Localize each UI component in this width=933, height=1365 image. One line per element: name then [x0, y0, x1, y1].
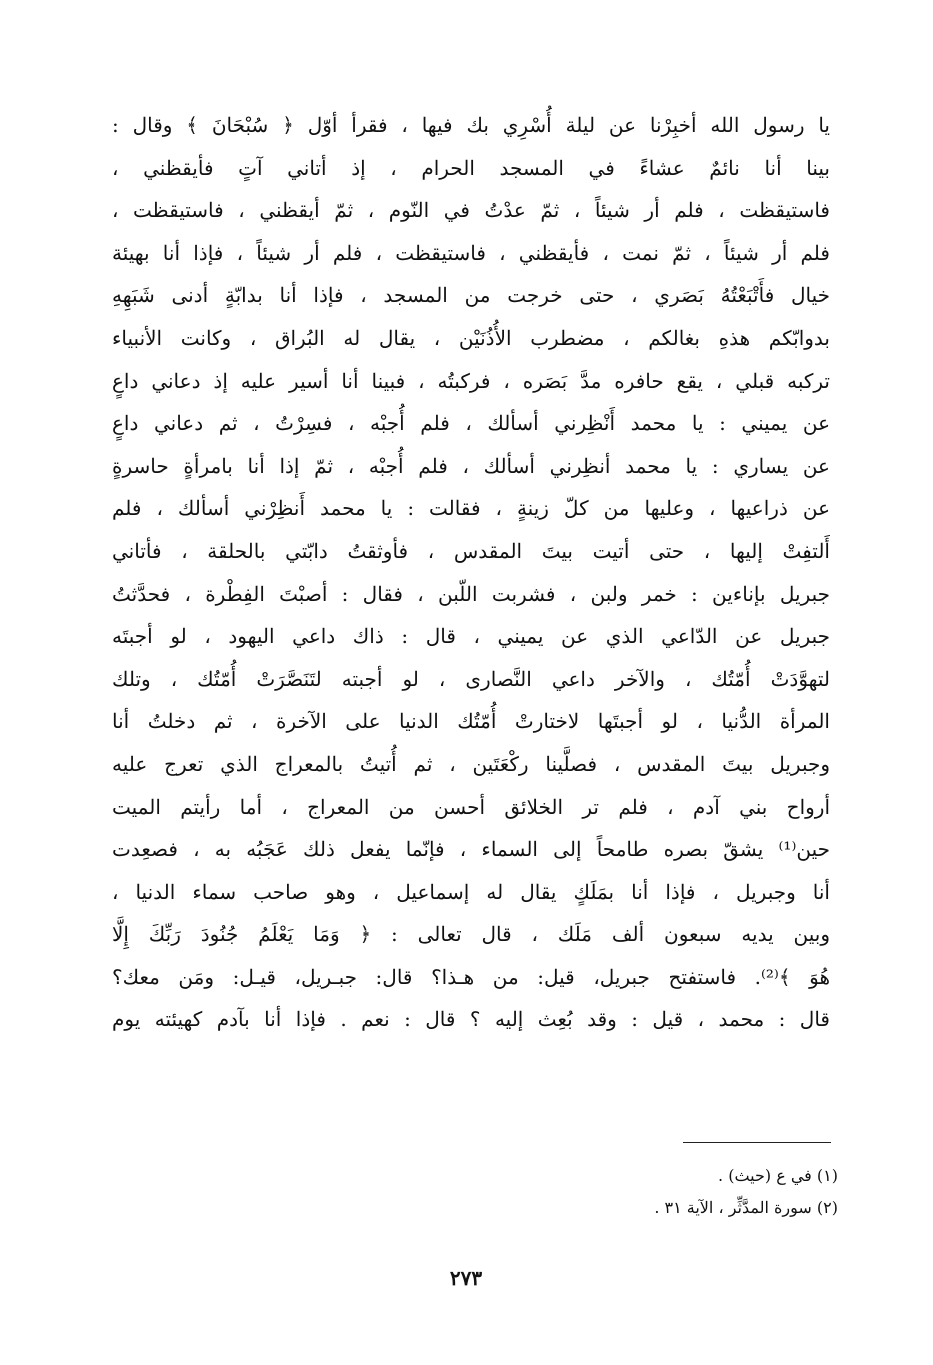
- text-line: هُوَ ﴾⁽²⁾. فاستفتح جبريل، قيل: من هـذا؟ قال: جبـريل، قيـل: ومَن معك؟: [112, 964, 830, 989]
- text-line: فلم أر شيئاً ، ثمّ نمت ، فأيقظني ، فاستيقظت ، فلم أر شيئاً ، فإذا أنا بهيئة: [112, 240, 830, 265]
- text-line: المرأة الدُّنيا ، لو أجبتَها لاختارتْ أُمّتُك الدنيا على الآخرة ، ثم دخلتُ أنا: [112, 709, 830, 734]
- text-line: فاستيقظت ، فلم أر شيئاً ، ثمّ عدْتُ في النّوم ، ثمّ أيقظني ، فاستيقظت ،: [112, 198, 830, 223]
- text-line: أرواح بني آدم ، فلم تر الخلائق أحسن من المعراج ، أما رأيتم الميت: [112, 794, 830, 819]
- text-line: وبين يديه سبعون ألف مَلَك ، قال تعالى : ﴿ وَمَا يَعْلَمُ جُنُودَ رَبِّكَ إِلَّا: [112, 922, 830, 947]
- text-line: قال : محمد ، قيل : وقد بُعِث إليه ؟ قال : نعم . فإذا أنا بآدم كهيئته يوم: [112, 1007, 830, 1032]
- text-line: لتهوَّدَتْ أُمّتُك ، والآخر داعي النَّصارى ، لو أجبته لتَنَصَّرَتْ أُمّتُك ، وتلك: [112, 666, 830, 691]
- text-line: عن ذراعيها ، وعليها من كلّ زينةٍ ، فقالت : يا محمد أَنظِرْني أسألك ، فلم: [112, 496, 830, 521]
- text-line: خيال فأَتْبَعْتُهُ بَصَري ، حتى خرجت من المسجد ، فإذا أنا بدابّةٍ أدنى شَبَهِهِ: [112, 283, 830, 308]
- text-line: أَلتفِتْ إليها ، حتى أتيت بيتَ المقدس ، فأوثقتُ دابّتي بالحلقة ، فأتاني: [112, 538, 830, 563]
- text-line: جبريل عن الدّاعي الذي عن يميني ، قال : ذاك داعي اليهود ، لو أجبتَه: [112, 624, 830, 649]
- text-line: يا رسول الله أخبِرْنا عن ليلة أُسْرِي بك فيها ، فقرأ أوّل ﴿ سُبْحَانَ ﴾ وقال :: [112, 113, 830, 137]
- text-line: بينا أنا نائمٌ عشاءً في المسجد الحرام ، إذ أتاني آتٍ فأيقظني ،: [112, 155, 830, 180]
- footnote-1: (١) في ع (حيث) .: [718, 1166, 838, 1185]
- footnote-2: (٢) سورة المدَّثِّر ، الآية ٣١ .: [654, 1198, 838, 1217]
- text-line: بدوابّكم هذهِ بغالكم ، مضطرب الأُذُنَيْن ، يقال له البُراق ، وكانت الأنبياء: [112, 325, 830, 350]
- text-line: أنا وجبريل ، فإذا أنا بمَلَكٍ يقال له إسماعيل ، وهو صاحب سماء الدنيا ،: [112, 879, 830, 904]
- page-number: ٢٧٣: [449, 1266, 483, 1290]
- footnote-separator: [683, 1142, 831, 1143]
- text-line: عن يساري : يا محمد أنظِرني أسألك ، فلم أُجبْه ، ثمّ إذا أنا بامرأةٍ حاسرةٍ: [112, 453, 830, 478]
- text-line: جبريل بإناءين : خمر ولبن ، فشربت اللّبن ، فقال : أصبْتَ الفِطْرة ، فحدَّثتُ: [112, 581, 830, 606]
- text-line: تركبه قبلي ، يقع حافره مدَّ بَصَره ، فركبتُه ، فبينا أنا أسير عليه إذ دعاني داعٍ: [112, 368, 830, 393]
- text-line: عن يميني : يا محمد أَنْظِرني أسألك ، فلم أُجبْه ، فسِرْتُ ، ثم دعاني داعٍ: [112, 411, 830, 436]
- text-line: حين⁽¹⁾ يشقّ بصره طامحاً إلى السماء ، فإنّما يفعل ذلك عَجَبُه به ، فصعِدت: [112, 837, 830, 862]
- main-text: [112, 104, 830, 1041]
- footnotes: [480, 1160, 838, 1224]
- text-line: وجبريل بيتَ المقدس ، فصلَّينا ركْعَتَين ، ثم أُتيتُ بالمعراج الذي تعرج عليه: [112, 751, 830, 776]
